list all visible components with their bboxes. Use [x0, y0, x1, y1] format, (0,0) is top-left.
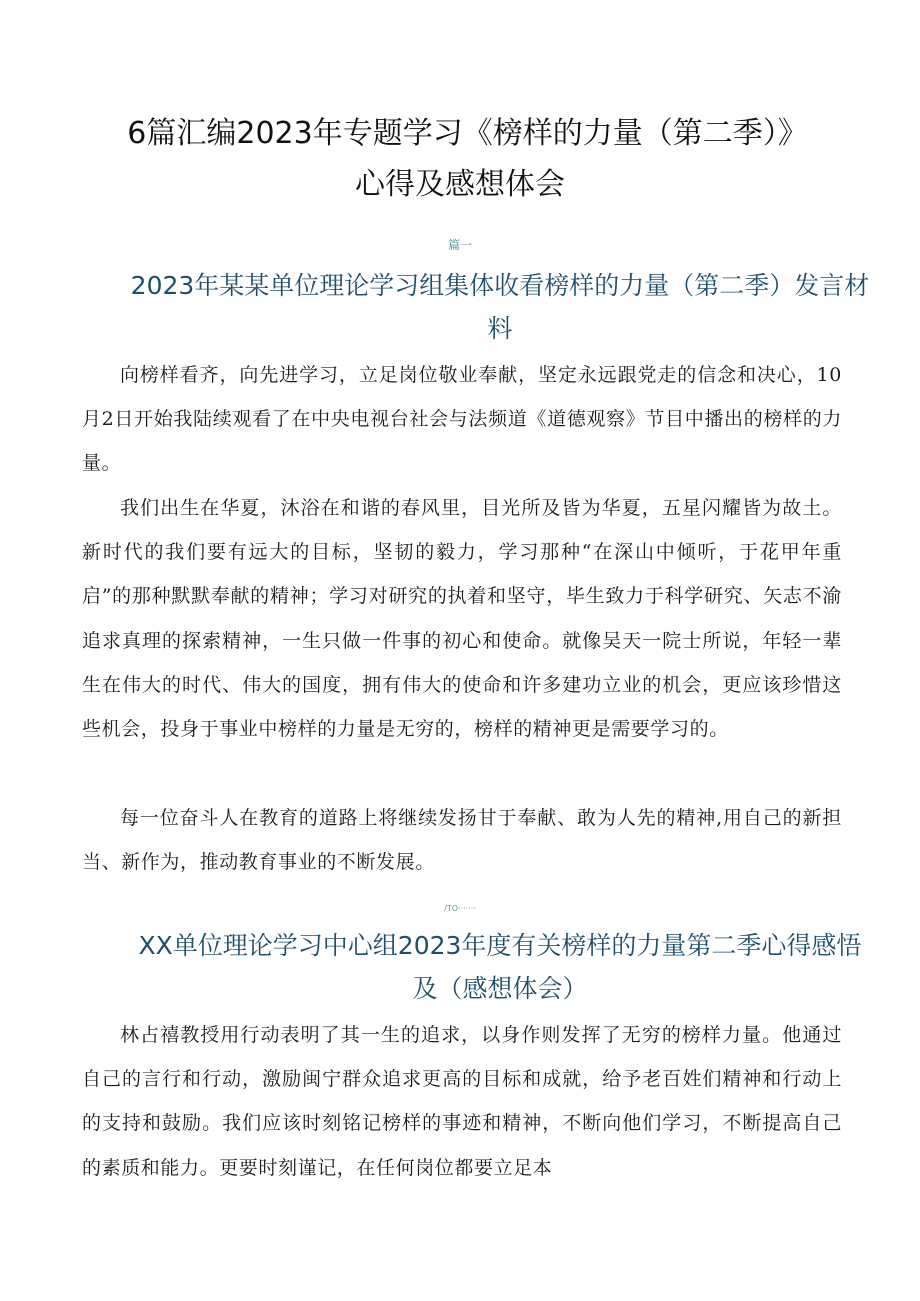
article-1-paragraph-2: 我们出生在华夏，沐浴在和谐的春风里，目光所及皆为华夏，五星闪耀皆为故土。新时代的我们要有远大的目标，坚韧的毅力，学习那种“在深山中倾听，于花甲年重启”的那种默默奉献的精神；学习对研究的执着和坚守，毕生致力于科学研究、矢志不渝追求真理的探索精神，一生只做一件事的初心和使命。就像吴天一院士所说，年轻一辈生在伟大的时代、伟大的国度，拥有伟大的使命和许多建功立业的机会，更应该珍惜这些机会，投身于事业中榜样的力量是无穷的，榜样的精神更是需要学习的。	[82, 497, 842, 741]
document-title: 6篇汇编2023年专题学习《榜样的力量（第二季）》心得及感想体会	[127, 116, 793, 202]
article-2-paragraph-1: 林占禧教授用行动表明了其一生的追求，以身作则发挥了无穷的榜样力量。他通过自己的言行和行动，激励闽宁群众追求更高的目标和成就，给予老百姓们精神和行动上的支持和鼓励。我们应该时刻铭记榜样的事迹和精神，不断向他们学习，不断提高自己的素质和能力。更要时刻谨记，在任何岗位都要立足本	[82, 1024, 842, 1179]
section-label: 篇一	[447, 238, 472, 252]
article-1-heading: 2023年某某单位理论学习组集体收看榜样的力量（第二季）发言材料	[130, 271, 870, 343]
article-2-heading: XX单位理论学习中心组2023年度有关榜样的力量第二季心得感悟及（感想体会）	[138, 931, 862, 1003]
section-divider-mark: /TO·······	[444, 904, 476, 913]
article-1-paragraph-1: 向榜样看齐，向先进学习，立足岗位敬业奉献，坚定永远跟党走的信念和决心，10月2日开始我陆续观看了在中央电视台社会与法频道《道德观察》节目中播出的榜样的力量。	[82, 364, 842, 475]
article-1-paragraph-3: 每一位奋斗人在教育的道路上将继续发扬甘于奉献、敢为人先的精神,用自己的新担当、新作为，推动教育事业的不断发展。	[82, 807, 842, 874]
